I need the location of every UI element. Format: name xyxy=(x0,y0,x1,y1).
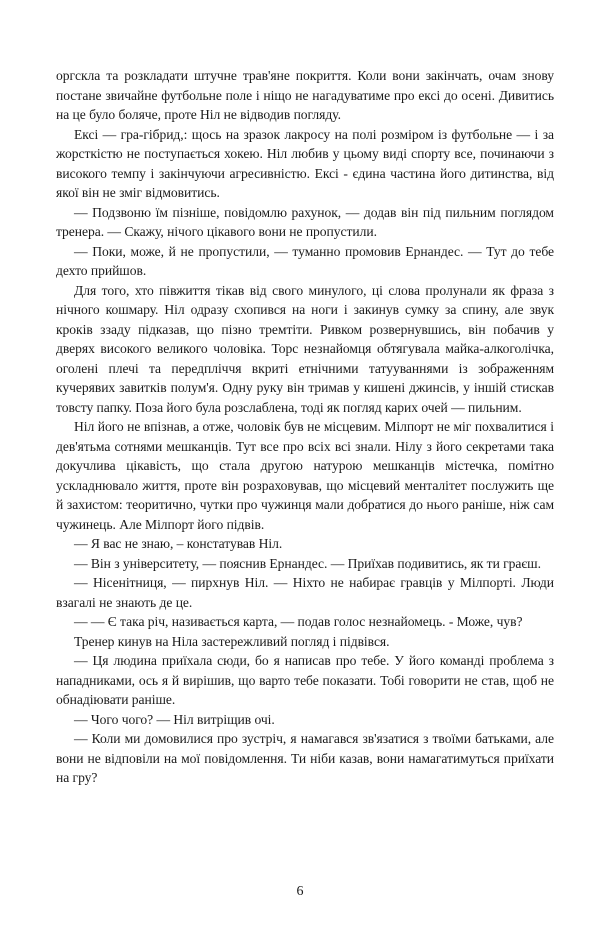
page-number: 6 xyxy=(296,884,304,899)
paragraph-dialogue: — Нісенітниця, — пирхнув Ніл. — Ніхто не набирає гравців у Мілпорті. Люди взагалі не знають де це. xyxy=(56,575,554,610)
paragraph-dialogue: — Чого чого? — Ніл витріщив очі. xyxy=(74,711,275,727)
paragraph-narration: Тренер кинув на Ніла застережливий погляд і підвівся. xyxy=(74,633,390,649)
paragraph-dialogue: — Поки, може, й не пропустили, — туманно промовив Ернандес. — Тут до тебе дехто прийшов. xyxy=(56,243,554,278)
paragraph-millport: Ніл його не впізнав, а отже, чоловік був не місцевим. Мілпорт не міг похвалитися і дев'ятьма сотнями мешканців. Тут все про всіх всі знали. Нілу з його секретами така докучлива цікавість, що стала другою натурою мешканців містечка, помітно ускладнювало життя, проте він розраховував, що місцевий менталітет послужить ще й захистом: теоритично, чутки про чужинця мали добратися до нього раніше, ніж сам чужинець. Але Мілпорт його підвів. xyxy=(56,419,554,532)
paragraph-dialogue: — Коли ми домовилися про зустріч, я намагався зв'язатися з твоїми батьками, але вони не відповіли на мої повідомлення. Ти ніби казав, вони намагатимуться приїхати на гру? xyxy=(56,731,554,785)
paragraph-dialogue: — Подзвоню їм пізніше, повідомлю рахунок, — додав він під пильним поглядом тренера. — Скажу, нічого цікавого вони не пропустили. xyxy=(56,204,554,239)
paragraph-continuation: оргскла та розкладати штучне трав'яне покриття. Коли вони закінчать, очам знову постане звичайне футбольне поле і ніщо не нагадуватиме про ексі до осені. Дивитись на це було боляче, проте Ніл не відводив погляду. xyxy=(56,68,554,122)
paragraph-dialogue: — Він з університету, — пояснив Ернандес. — Приїхав подивитись, як ти граєш. xyxy=(74,555,541,571)
paragraph-stranger-arrival: Для того, хто півжиття тікав від свого минулого, ці слова пролунали як фраза з нічного кошмару. Ніл одразу схопився на ноги і закинув сумку за спину, але звук кроків ззаду підказав, що пізно тремтіти. Ривком розвернувшись, він побачив у дверях високого великого чоловіка. Торс незнайомця обтягувала майка-алкоголічка, оголені плечі та передпліччя вкриті етнічними татууваннями із зображенням кучерявих завитків полум'я. Одну руку він тримав у кишені джинсів, у іншій стискав товсту папку. Поза його була розслаблена, тоді як погляд карих очей — пильним. xyxy=(56,282,554,415)
book-page-text xyxy=(56,66,554,788)
paragraph-exy-description: Ексі — гра-гібрид,: щось на зразок лакросу на полі розміром із футбольне — і за жорсткістю не поступається хокею. Ніл любив у цьому виді спорту все, починаючи з високого темпу і закінчуючи агресивністю. Ексі - єдина частина його дитинства, від якої він не зміг відмовитись. xyxy=(56,126,554,200)
paragraph-dialogue: — — Є така річ, називається карта, — подав голос незнайомець. - Може, чув? xyxy=(74,614,523,629)
paragraph-dialogue: — Я вас не знаю, – констатував Ніл. xyxy=(74,536,283,551)
paragraph-dialogue: — Ця людина приїхала сюди, бо я написав про тебе. У його команді проблема з нападниками, ось я й вирішив, що варто тебе показати. Тобі говорити не став, щоб не обнадіювати раніше. xyxy=(56,653,554,707)
